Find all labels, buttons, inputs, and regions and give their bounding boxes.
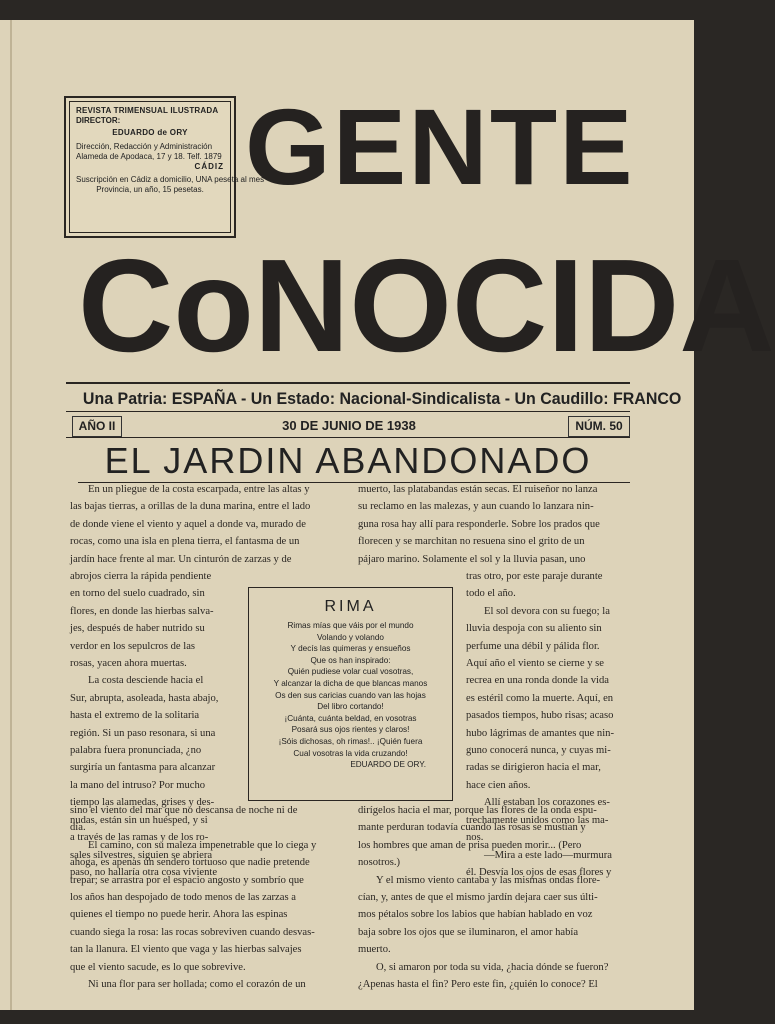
article-line: paso, no hallaría otra cosa viviente [70, 866, 218, 878]
article-line: El sol devora con su fuego; la [484, 605, 610, 617]
poem-line: ¡Cuánta, cuánta beldad, en vosotras [284, 713, 417, 723]
article-line: palabra fuera pronunciada, ¿no [70, 745, 202, 757]
article-line: que el viento sacude, es lo que sobrevive. [70, 961, 246, 973]
article-line: verdor en los sepulcros de las [70, 640, 196, 652]
subscription-line-1: Suscripción en Cádiz a domicilio, UNA peseta al mes [76, 175, 265, 184]
article-line: Aquí año el viento se cierne y se [466, 658, 604, 670]
article-line: mos pétalos sobre los labios que habían hablado en voz [358, 909, 593, 921]
article-line: Sur, abrupta, asoleada, hasta abajo, [70, 692, 219, 704]
article-line: En un pliegue de la costa escarpada, entre las altas y [88, 484, 310, 495]
poem-line: Quién pudiese volar cual vosotras, [287, 667, 414, 677]
article-line: lluvia despoja con su aliento sin [466, 623, 602, 635]
article-line: nosotros.) [358, 857, 401, 869]
poem-title: RIMA [324, 598, 377, 615]
article-line: de donde viene el viento y aquel a donde va, murado de [70, 518, 306, 530]
article-line: rosas, yacen ahora muertas. [70, 658, 187, 670]
article-line: radas se dirigieron hacia el mar, [466, 762, 601, 774]
director-name: EDUARDO de ORY [112, 128, 188, 137]
article-line: rocas, como una isla en plena tierra, el fantasma de un [70, 536, 300, 548]
poem-line: Y decís las quimeras y ensueños [290, 644, 411, 654]
issue-date: 30 DE JUNIO DE 1938 [282, 418, 416, 433]
rule-bottom [66, 437, 630, 438]
article-line: jardín hace frente al mar. Un cinturón de zarzas y de [70, 553, 292, 565]
article-line: recrea en una ronda donde la vida [466, 675, 609, 687]
article-line: la mano del intruso? Por mucho [70, 779, 206, 791]
address-line-2: Alameda de Apodaca, 17 y 18. Telf. 1879 [76, 152, 222, 161]
newspaper-page [0, 20, 775, 1010]
poem-line: Rimas mías que váis por el mundo [287, 621, 414, 630]
article-line: región. Si un paso resonara, si una [70, 727, 216, 739]
article-line: las bajas tierras, a orillas de la duna marina, entre el lado [70, 501, 311, 513]
left-column-top [70, 481, 346, 568]
article-line: en torno del suelo cuadrado, sin [70, 588, 205, 600]
article-line: nos. [466, 832, 484, 844]
article-line: su reclamo en las malezas, y aun cuando lo lanzara nin- [358, 501, 594, 513]
article-line: guno conocerá nunca, y cuyas mi- [466, 745, 611, 757]
issue-year: AÑO II [72, 416, 122, 437]
masthead-motto: Una Patria: ESPAÑA - Un Estado: Nacional-Sindicalista - Un Caudillo: FRANCO [82, 389, 682, 408]
article-line: baja sobre los ojos que se iluminaron, el amor había [358, 926, 579, 938]
publication-type: REVISTA TRIMENSUAL ILUSTRADA [76, 106, 219, 115]
article-line: sales silvestres, siguien se abriera [70, 849, 213, 861]
article-line: día. [70, 822, 86, 834]
poem-line: Y alcanzar la dicha de que blancas manos [273, 678, 428, 688]
article-line: muerto. [358, 944, 391, 956]
director-label: DIRECTOR: [76, 116, 121, 125]
article-line: hasta el extremo de la solitaria [70, 710, 200, 722]
poem-line: Del libro cortando! [317, 702, 384, 712]
article-line: jes, después de haber nutrido su [70, 623, 205, 635]
article-line: él. Desvía los ojos de esas flores y [466, 866, 612, 878]
article-line: a través de las ramas y de los ro- [70, 832, 209, 844]
article-line: —Mira a este lado—murmura [484, 849, 612, 861]
poem-line: Posará sus ojos rientes y claros! [291, 725, 410, 735]
article-line: cían, y, antes de que el mismo jardín dejara caer sus últi- [358, 892, 598, 904]
article-line: La costa desciende hacia el [88, 675, 204, 687]
article-line: los hombres que aman de prisa pueden morir... (Pero [358, 839, 582, 851]
poem-line: Cual vosotras la vida cruzando! [293, 748, 408, 758]
article-headline: EL JARDIN ABANDONADO [104, 440, 592, 481]
article-line: flores, en donde las hierbas salva- [70, 605, 214, 617]
article-line: hubo lágrimas de amantes que nin- [466, 727, 614, 739]
article-line: perfume una débil y pálida flor. [466, 640, 600, 652]
article-line: trepar; se arrastra por el espacio angosto y sombrío que [70, 874, 304, 886]
article-line: pasados tiempos, hubo risas; acaso [466, 710, 614, 722]
article-line: tan la llanura. El viento que vaga y las hierbas salvajes [70, 944, 302, 956]
poem-line: Que os han inspirado: [310, 655, 391, 665]
article-line: surgiría un fantasma para alcanzar [70, 762, 216, 774]
article-line: abrojos cierra la rápida pendiente [70, 571, 212, 582]
poem-line: Volando y volando [317, 632, 384, 642]
poem-box [248, 587, 453, 801]
article-line: tras otro, por este paraje durante [466, 571, 603, 582]
article-line: ahoga, es apenas un sendero tortuoso que nadie pretende [70, 857, 310, 869]
article-line: todo el año. [466, 588, 516, 600]
city-label: CÁDIZ [194, 162, 224, 171]
subscription-line-2: Provincia, un año, 15 pesetas. [96, 185, 204, 194]
article-line: mante perduran todavía cuando las rosas se mustian y [358, 822, 586, 834]
poem-author: EDUARDO DE ORY. [350, 760, 426, 770]
address-line-1: Dirección, Redacción y Administración [76, 142, 213, 151]
article-line: cuando siega la rosa: las rocas sobreviven cuando desvas- [70, 926, 315, 938]
article-line: florecen y se marchitan no resuena sino el grito de un [358, 536, 585, 548]
article-line: hace cien años. [466, 779, 531, 791]
article-line: ¿Apenas hasta el fin? Pero este fin, ¿quién lo conoce? El [358, 979, 598, 991]
issue-number: NÚM. 50 [568, 416, 630, 437]
article-line: tiempo las alamedas, grises y des- [70, 797, 215, 809]
publication-info-box [64, 96, 265, 238]
article-line: Y el mismo viento cantaba y las mismas ondas flore- [376, 874, 601, 886]
article-line: Allí estaban los corazones es- [484, 797, 610, 809]
poem-line: ¡Sóis dichosas, oh rimas!.. ¡Quién fuera [278, 736, 423, 746]
article-line: nudas, están sin un huésped, y si [70, 814, 208, 826]
right-column-bottom [358, 802, 632, 993]
article-line: dirígelos hacia el mar, porque las flores de la onda espu- [358, 805, 597, 816]
poem-line: Os den sus caricias cuando van las hojas [275, 690, 426, 700]
left-column-bottom [70, 802, 346, 993]
article-line: Ni una flor para ser hollada; como el corazón de un [88, 979, 306, 991]
article-line: guna rosa hay allí para responderle. Sobre los prados que [358, 518, 600, 530]
article-line: es estéril como la muerte. Aquí, en [466, 692, 614, 704]
article-line: O, si amaron por toda su vida, ¿hacia dónde se fueron? [376, 961, 609, 973]
masthead-title-line-1: GENTE [245, 86, 635, 207]
article-line: El camino, con su maleza impenetrable que lo ciega y [88, 839, 317, 851]
rule-top [66, 382, 630, 384]
article-line: trechamente unidos como las ma- [466, 814, 609, 826]
masthead-title-line-2: CoNOCIDA [78, 232, 775, 379]
article-line: los años han despojado de todo menos de las zarzas a [70, 892, 296, 904]
article-line: pájaro marino. Solamente el sol y la lluvia pasan, uno [358, 553, 586, 565]
rule-middle [66, 411, 630, 412]
article-line: muerto, las platabandas están secas. El ruiseñor no lanza [358, 484, 598, 495]
article-line: sino el viento del mar que no descansa de noche ni de [70, 805, 298, 816]
right-column-top [358, 481, 632, 568]
page-edge [10, 20, 12, 1010]
article-line: quienes el tiempo no puede herir. Ahora las espinas [70, 909, 288, 921]
